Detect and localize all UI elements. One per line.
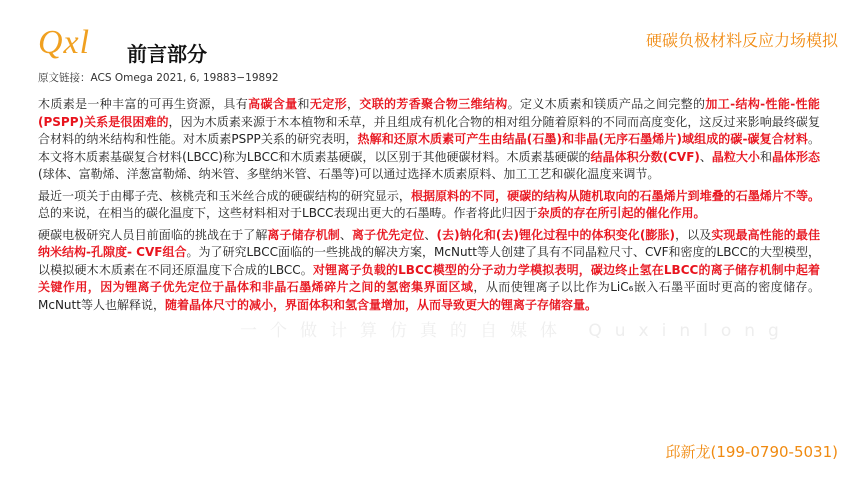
- paragraph-3: [38, 227, 820, 315]
- document-title: 硬碳负极材料反应力场模拟: [645, 31, 838, 50]
- watermark: 一个做计算仿真的自媒体 Quxinlong: [240, 321, 792, 341]
- body-text-segment: 、: [699, 149, 712, 164]
- body-text-segment: ，以及: [675, 227, 712, 242]
- body-text-segment: 。本文将木质素基碳复合材料(LBCC)称为LBCC和木质素基硬碳，以区别于其他硬碳材料。木质素基硬碳的: [38, 132, 820, 164]
- highlight-text: 交联的芳香聚合物三维结构: [359, 97, 508, 111]
- highlight-text: 根据原料的不同，硬碳的结构从随机取向的石墨烯片到堆叠的石墨烯片不等。: [410, 188, 820, 203]
- body-text-segment: ，因为木质素来源于木本植物和禾草，并且组成有机化合物的相对组分随着原料的不同而高度变化，这反过来影响最终碳复合材料的纳米结构和性能。对木质素PSPP关系的研究表明，: [38, 114, 820, 146]
- highlight-text: 晶体形态: [771, 149, 820, 164]
- body-text-segment: 总的来说，在相当的碳化温度下，这些材料相对于LBCC表现出更大的石墨畴。作者将此归因于: [38, 206, 538, 220]
- body-text: [38, 96, 820, 318]
- highlight-text: 晶粒大小: [711, 149, 760, 164]
- body-text-segment: 。为了研究LBCC面临的一些挑战的解决方案，McNutt等人创建了具有不同晶粒尺寸、CVF和密度的LBCC的大型模型，以模拟硬木木质素在不同还原温度下合成的LBCC。: [38, 245, 820, 277]
- contact-info: 邱新龙(199-0790-5031): [665, 443, 838, 461]
- body-text-segment: 硬碳电极研究人员目前面临的挑战在于了解: [38, 227, 268, 242]
- highlight-text: 实现最高性能的最佳纳米结构-孔隙度- CVF组合: [38, 227, 820, 259]
- highlight-text: 无定形: [309, 97, 347, 111]
- paragraph-2: [38, 188, 820, 223]
- body-text-segment: 木质素是一种丰富的可再生资源，具有: [38, 97, 249, 111]
- highlight-text: 杂质的存在所引起的催化作用。: [537, 206, 706, 220]
- body-text-segment: (球体、富勒烯、洋葱富勒烯、纳米管、多壁纳米管、石墨等)可以通过选择木质素原料、加工工艺和碳化温度来调节。: [38, 167, 660, 181]
- paragraph-1: [38, 96, 820, 184]
- highlight-text: 热解和还原木质素可产生由结晶(石墨)和非晶(无序石墨烯片)域组成的碳-碳复合材料: [357, 132, 808, 146]
- body-text-segment: 、: [424, 227, 437, 242]
- highlight-text: 离子储存机制: [267, 227, 340, 242]
- highlight-text: 离子优先定位: [351, 227, 425, 242]
- body-text-segment: ，从而使锂离子以比作为LiC₆嵌入石墨平面时更高的密度储存。McNutt等人也解释说，: [38, 280, 820, 312]
- body-text-segment: 和: [297, 97, 310, 111]
- highlight-text: 随着晶体尺寸的减小，界面体积和氢含量增加，从而导致更大的锂离子存储容量。: [164, 297, 597, 312]
- highlight-text: (去)钠化和(去)锂化过程中的体积变化(膨胀): [436, 227, 676, 242]
- body-text-segment: 和: [759, 149, 772, 164]
- section-title: 前言部分: [127, 42, 207, 66]
- body-text-segment: 、: [339, 227, 352, 242]
- source-link: 原文链接：ACS Omega 2021, 6, 19883−19892: [38, 72, 279, 84]
- body-text-segment: ，: [346, 97, 360, 111]
- highlight-text: 高碳含量: [248, 97, 298, 111]
- body-text-segment: 最近一项关于由椰子壳、核桃壳和玉米丝合成的硬碳结构的研究显示，: [38, 188, 411, 203]
- highlight-text: 加工-结构-性能-性能(PSPP)关系是很困难的: [38, 97, 820, 129]
- brand-logo: Qxl: [38, 24, 91, 61]
- body-text-segment: 。定义木质素和镁质产品之间完整的: [507, 97, 706, 111]
- highlight-text: 对锂离子负载的LBCC模型的分子动力学模拟表明，碳边终止氢在LBCC的离子储存机制中起着关键作用，因为锂离子优先定位于晶体和非晶石墨烯碎片之间的氢密集界面区域: [38, 262, 820, 294]
- highlight-text: 结晶体积分数(CVF): [590, 149, 700, 164]
